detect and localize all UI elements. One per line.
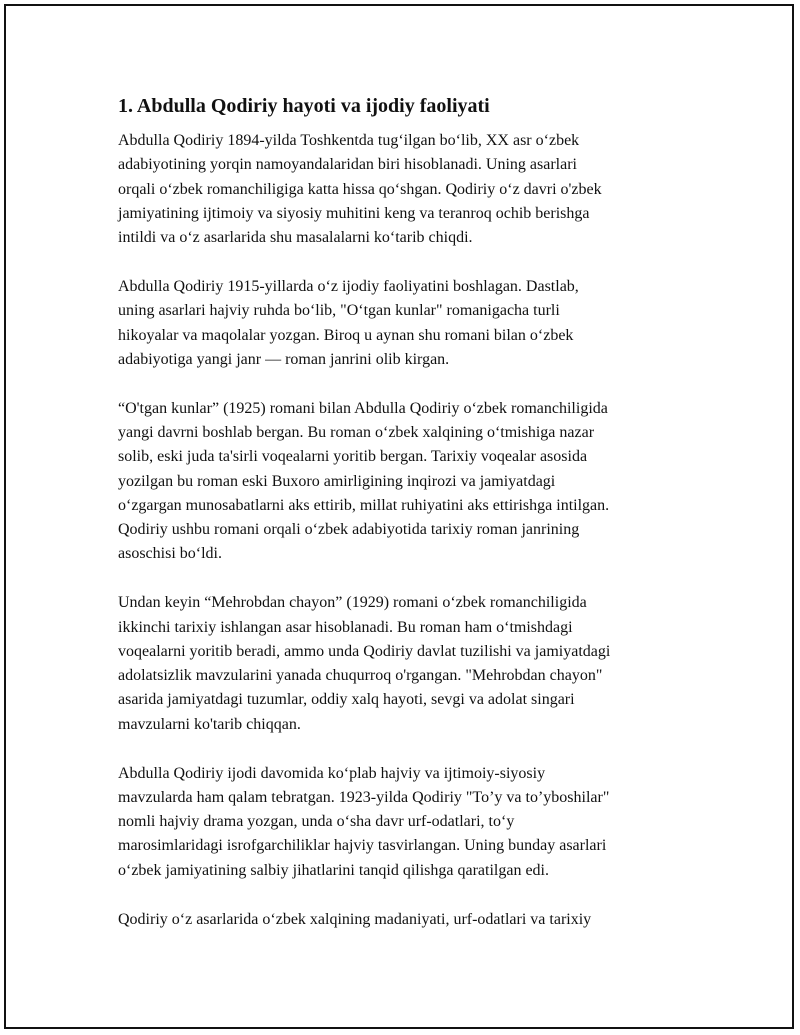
paragraph-line: yozilgan bu roman eski Buxoro amirligining inqirozi va jamiyatdagi (118, 472, 556, 490)
paragraph-line: marosimlaridagi isrofgarchiliklar hajviy tasvirlangan. Uning bunday asarlari (118, 837, 607, 855)
paragraph-line: Undan keyin “Mehrobdan chayon” (1929) romani o‘zbek romanchiligida (118, 594, 587, 612)
paragraph-line: adabiyotiga yangi janr — roman janrini olib kirgan. (118, 350, 450, 368)
paragraph (118, 762, 688, 883)
paragraph-line: Abdulla Qodiriy ijodi davomida ko‘plab hajviy va ijtimoiy-siyosiy (118, 764, 546, 782)
paragraph-line: asoschisi bo‘ldi. (118, 545, 222, 563)
paragraph-line: yangi davrni boshlab bergan. Bu roman o‘zbek xalqining o‘tmishiga nazar (118, 423, 595, 441)
paragraph-line: Qodiriy o‘z asarlarida o‘zbek xalqining madaniyati, urf-odatlari va tarixiy (118, 910, 592, 928)
paragraph-line: Abdulla Qodiriy 1894-yilda Toshkentda tug‘ilgan bo‘lib, XX asr o‘zbek (118, 132, 580, 149)
paragraph-line: o‘zgargan munosabatlarni aks ettirib, millat ruhiyatini aks ettirishga intilgan. (118, 496, 610, 514)
paragraph-line: voqealarni yoritib beradi, ammo unda Qodiriy davlat tuzilishi va jamiyatdagi (118, 642, 611, 660)
paragraph-line: nomli hajviy drama yozgan, unda o‘sha davr urf-odatlari, to‘y (118, 813, 515, 831)
paragraph-line: “O'tgan kunlar” (1925) romani bilan Abdulla Qodiriy o‘zbek romanchiligida (118, 399, 608, 417)
paragraph (118, 129, 688, 250)
paragraph-line: ikkinchi tarixiy ishlangan asar hisoblanadi. Bu roman ham o‘tmishdagi (118, 618, 573, 636)
paragraph (118, 908, 688, 932)
paragraph-line: mavzularni ko'tarib chiqqan. (118, 715, 301, 733)
paragraph-line: adolatsizlik mavzularini yanada chuqurroq o'rgangan. "Mehrobdan chayon" (118, 667, 603, 685)
paragraph-line: Qodiriy ushbu romani orqali o‘zbek adabiyotida tarixiy roman janrining (118, 521, 580, 539)
paragraph (118, 591, 688, 737)
paragraph-line: solib, eski juda ta'sirli voqealarni yoritib bergan. Tarixiy voqealar asosida (118, 448, 588, 466)
paragraph-line: adabiyotining yorqin namoyandalaridan biri hisoblanadi. Uning asarlari (118, 156, 577, 174)
paragraph-line: mavzularda ham qalam tebratgan. 1923-yilda Qodiriy "To’y va to’yboshilar" (118, 788, 610, 806)
paragraph (118, 397, 688, 567)
paragraph-line: hikoyalar va maqolalar yozgan. Biroq u aynan shu romani bilan o‘zbek (118, 326, 574, 344)
paragraph-line: o‘zbek jamiyatining salbiy jihatlarini tanqid qilishga qaratilgan edi. (118, 861, 549, 879)
paragraphs-container (118, 129, 688, 932)
paragraph-line: orqali o‘zbek romanchiligiga katta hissa qo‘shgan. Qodiriy o‘z davri o'zbek (118, 180, 602, 198)
paragraph-line: uning asarlari hajviy ruhda bo‘lib, "O‘tgan kunlar" romanigacha turli (118, 302, 560, 320)
paragraph-line: jamiyatining ijtimoiy va siyosiy muhitini keng va teranroq ochib berishga (118, 204, 590, 222)
document-body (118, 92, 688, 956)
paragraph-line: intildi va o‘z asarlarida shu masalalarni ko‘tarib chiqdi. (118, 229, 473, 247)
document-title: 1. Abdulla Qodiriy hayoti va ijodiy faoliyati (118, 95, 490, 117)
paragraph (118, 275, 688, 372)
paragraph-line: asarida jamiyatdagi tuzumlar, oddiy xalq hayoti, sevgi va adolat singari (118, 691, 575, 709)
paragraph-line: Abdulla Qodiriy 1915-yillarda o‘z ijodiy faoliyatini boshlagan. Dastlab, (118, 277, 579, 295)
